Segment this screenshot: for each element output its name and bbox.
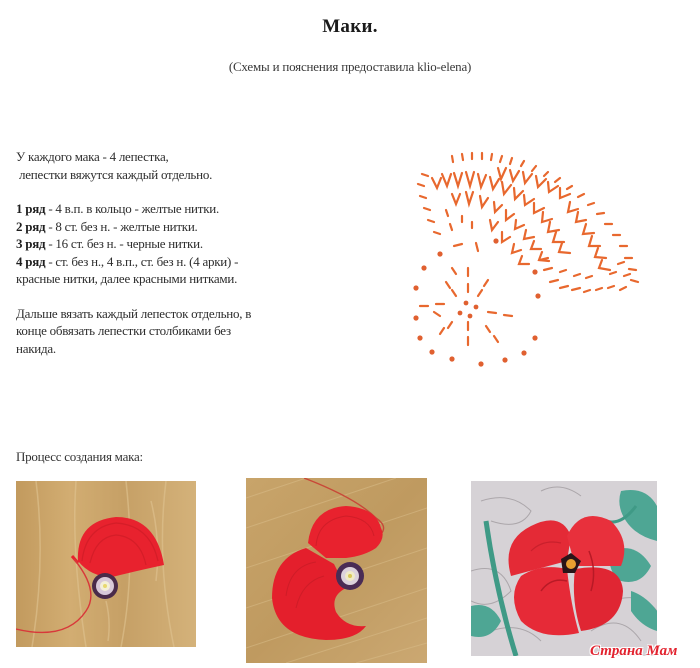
row-text: - ст. без н., 4 в.п., ст. без н. (4 арки) - [45, 253, 239, 269]
row-label: 1 ряд [16, 201, 46, 216]
poppy-two-petals-photo-icon [246, 478, 427, 663]
row-text: - 16 ст. без н. - черные нитки. [45, 236, 203, 251]
intro-line-1: У каждого мака - 4 лепестка, [16, 149, 169, 164]
final-note-line-3: накида. [16, 340, 56, 356]
row-label: 4 ряд [16, 253, 46, 269]
instructions [16, 148, 336, 357]
page-title: Маки. [322, 16, 378, 37]
row-label: 3 ряд [16, 236, 46, 251]
row-text: - 8 ст. без н. - желтые нитки. [45, 218, 198, 234]
photo-step-2 [246, 478, 427, 663]
final-note-line-2: конце обвязать лепестки столбиками без [16, 323, 231, 338]
watermark-logo: Страна Мам [590, 643, 678, 659]
row-label: 2 ряд [16, 218, 46, 234]
photo-step-3 [471, 481, 657, 656]
finished-poppy-photo-icon [471, 481, 657, 656]
poppy-center-photo-icon [16, 481, 196, 647]
process-label: Процесс создания мака: [16, 449, 143, 464]
row-2 [16, 218, 336, 236]
crochet-chart-icon [390, 140, 650, 370]
row-text: - 4 в.п. в кольцо - желтые нитки. [45, 201, 219, 216]
row-4 [16, 253, 336, 271]
crochet-diagram [390, 140, 650, 370]
photo-step-1 [16, 481, 196, 647]
row-4-continuation: красные нитки, далее красными нитками. [16, 271, 238, 286]
intro-line-2: лепестки вяжутся каждый отдельно. [19, 166, 213, 182]
page-subtitle: (Схемы и пояснения предоставила klio-elena) [228, 59, 472, 74]
row-1 [16, 200, 336, 218]
row-3 [16, 235, 336, 253]
final-note-line-1: Дальше вязать каждый лепесток отдельно, в [16, 305, 252, 321]
